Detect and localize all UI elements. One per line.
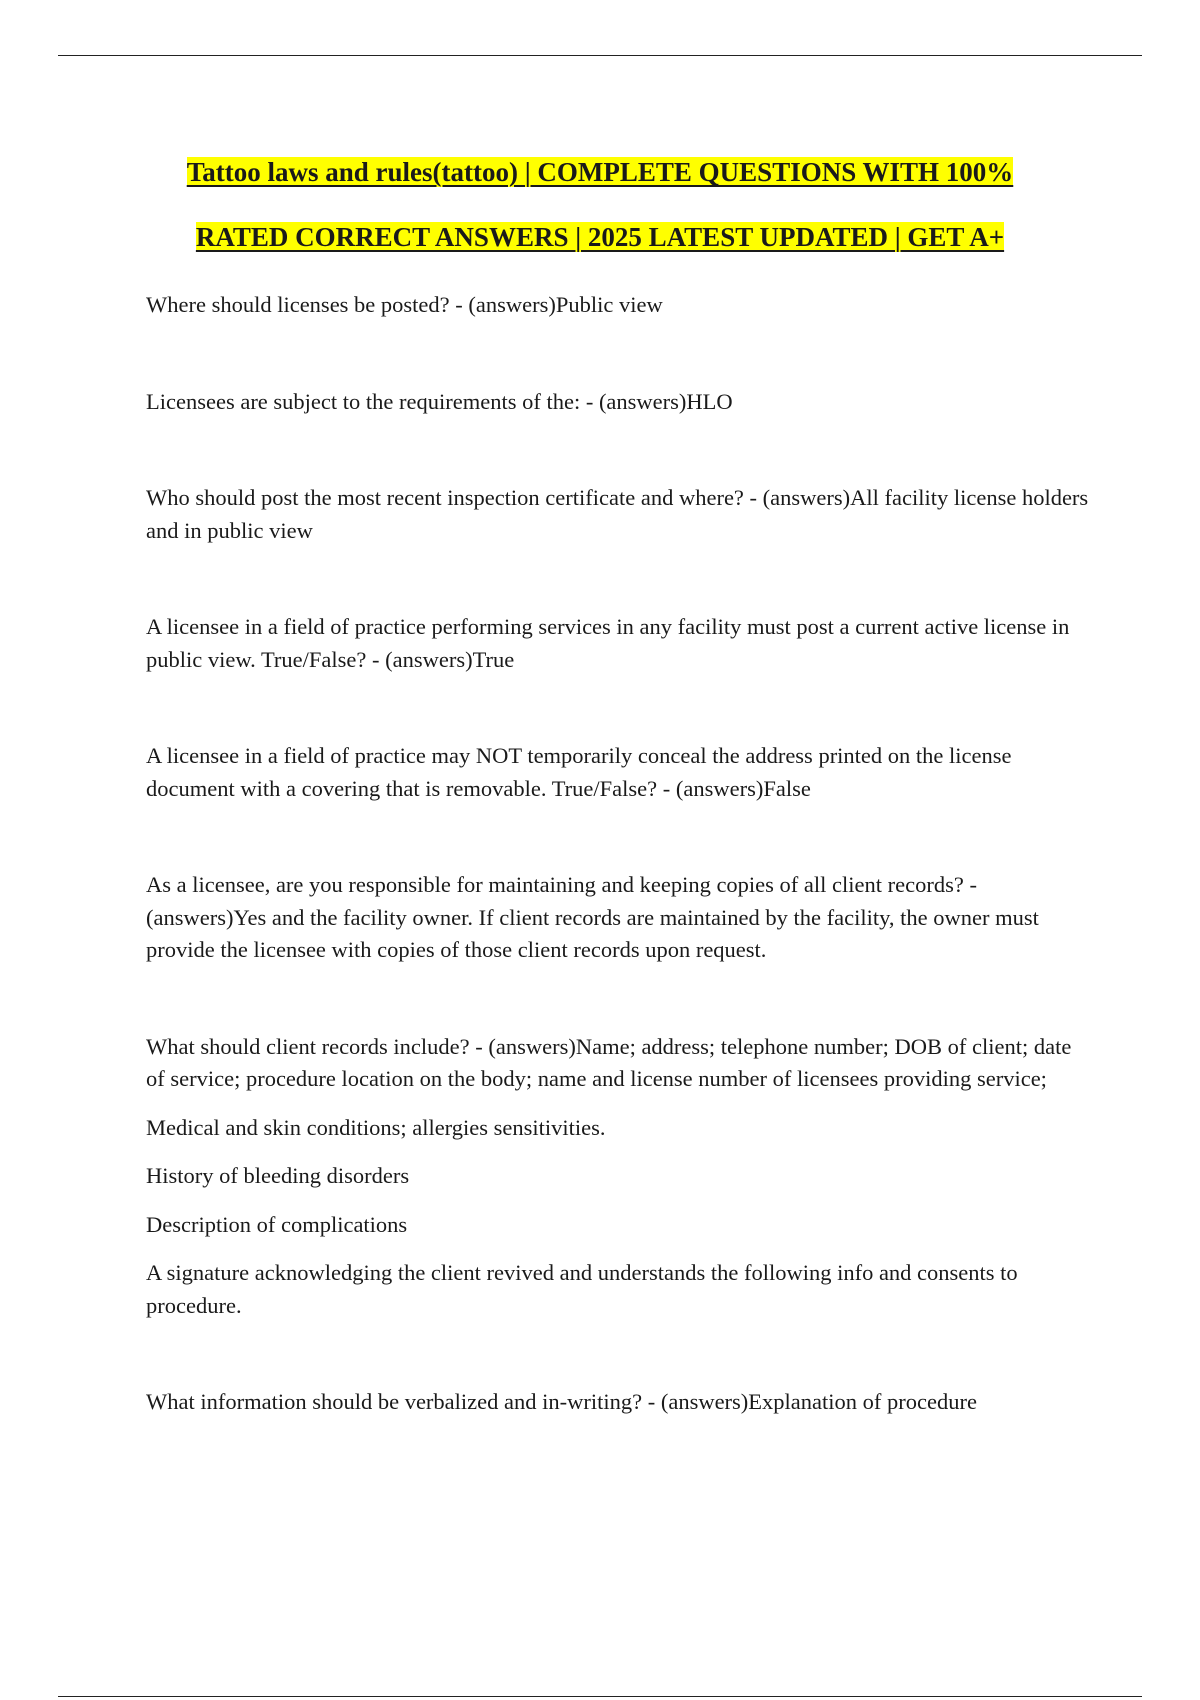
qa-item: Who should post the most recent inspection certificate and where? - (answers)All facility license holders and in public view: [146, 485, 1089, 543]
qa-item: Where should licenses be posted? - (answers)Public view: [146, 292, 663, 317]
paragraph: A signature acknowledging the client revived and understands the following info and consents to procedure.: [146, 1260, 1018, 1318]
client-records-details: [146, 1112, 1091, 1323]
paragraph: History of bleeding disorders: [146, 1163, 410, 1188]
qa-item: Licensees are subject to the requirements of the: - (answers)HLO: [146, 388, 733, 414]
qa-item: A licensee in a field of practice may NOT temporarily conceal the address printed on the license document with a covering that is removable. True/False? - (answers)False: [146, 743, 1012, 801]
title-line-2: RATED CORRECT ANSWERS | 2025 LATEST UPDATED | GET A+: [195, 222, 1005, 252]
top-rule: [58, 55, 1142, 56]
qa-item: As a licensee, are you responsible for maintaining and keeping copies of all client records? - (answers)Yes and the facility owner. If client records are maintained by the facility, the owner must provide the licensee with copies of those client records upon request.: [146, 872, 1039, 962]
document-body: [146, 289, 1091, 1483]
document-title: [100, 140, 1100, 270]
bottom-rule: [58, 1696, 1142, 1697]
qa-item: What should client records include? - (answers)Name; address; telephone number; DOB of client; date of service; procedure location on the body; name and license number of licensees providing service;: [146, 1033, 1072, 1091]
paragraph: Description of complications: [146, 1211, 408, 1237]
qa-item: What information should be verbalized and in-writing? - (answers)Explanation of procedure: [146, 1389, 977, 1414]
paragraph: Medical and skin conditions; allergies sensitivities.: [146, 1114, 606, 1140]
title-line-1: Tattoo laws and rules(tattoo) | COMPLETE QUESTIONS WITH 100%: [186, 157, 1014, 187]
qa-item: A licensee in a field of practice performing services in any facility must post a current active license in public view. True/False? - (answers)True: [146, 614, 1070, 672]
